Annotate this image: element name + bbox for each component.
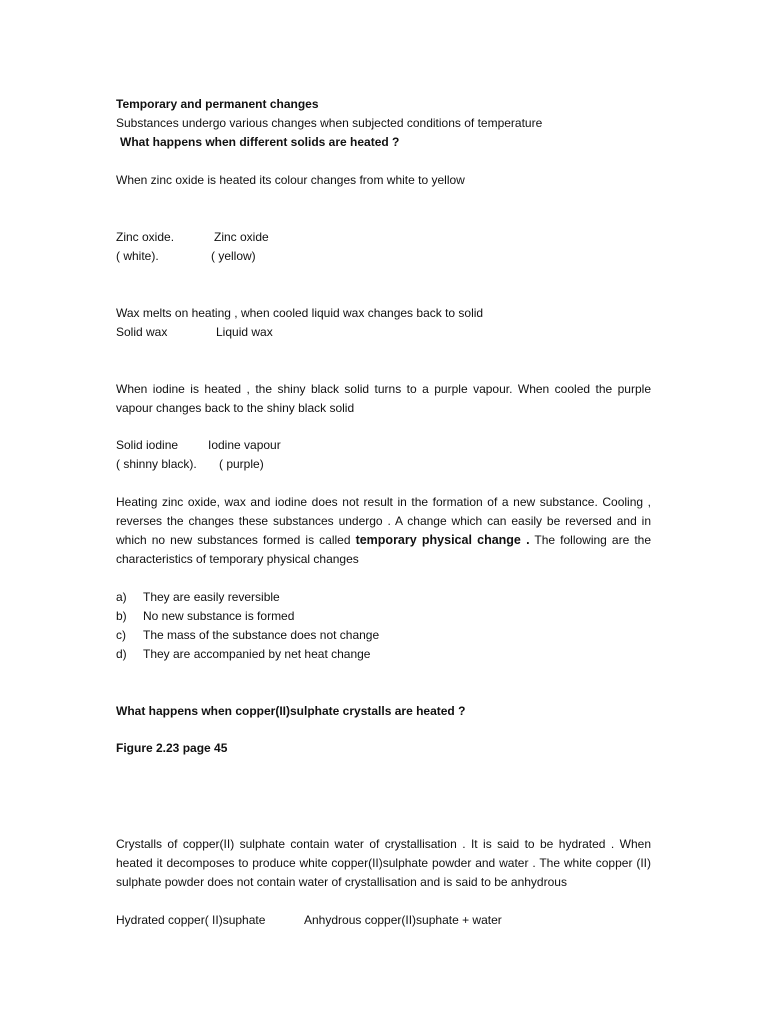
zinc-pair-row-2: [116, 247, 256, 266]
copper-paragraph: Crystalls of copper(II) sulphate contain water of crystallisation . It is said to be hydrated . When heated it decomposes to produce white copper(II)sulphate powder and water . The white copper (II) sulphate powder does not contain water of crystallisation and is said to be anhydrous: [116, 837, 651, 889]
list-item-text: They are accompanied by net heat change: [143, 647, 371, 661]
wax-left: Solid wax: [116, 325, 168, 339]
copper-right: Anhydrous copper(II)suphate + water: [304, 913, 502, 927]
list-marker: d): [116, 647, 127, 661]
list-marker: b): [116, 609, 127, 623]
section-heading: Temporary and permanent changes: [116, 97, 319, 111]
summary-part-1: Heating zinc oxide, wax and iodine does not result in the formation of a new substance. Cooling , reverses the changes these substances undergo . A change which can easily be reversed and in which no new substances formed is called: [116, 495, 651, 547]
list-item: [116, 588, 280, 607]
copper-pair-row: [116, 911, 502, 930]
temporary-physical-change-term: temporary physical change .: [355, 533, 530, 547]
question-copper-sulphate: What happens when copper(II)sulphate crystalls are heated ?: [116, 704, 466, 718]
iodine-pair-row-1: [116, 436, 281, 455]
iodine-right-1: Iodine vapour: [208, 438, 281, 452]
figure-reference: Figure 2.23 page 45: [116, 741, 228, 755]
list-marker: c): [116, 628, 126, 642]
iodine-pair-row-2: [116, 455, 264, 474]
wax-sentence: Wax melts on heating , when cooled liquid wax changes back to solid: [116, 306, 484, 320]
wax-pair-row: [116, 323, 273, 342]
list-item-text: They are easily reversible: [143, 590, 280, 604]
list-item-text: The mass of the substance does not change: [143, 628, 380, 642]
list-item: [116, 607, 294, 626]
zinc-right-1: Zinc oxide: [214, 230, 269, 244]
zinc-pair-row-1: [116, 228, 269, 247]
zinc-sentence: When zinc oxide is heated its colour changes from white to yellow: [116, 173, 465, 187]
list-marker: a): [116, 590, 127, 604]
list-item: [116, 626, 379, 645]
question-solids-heated: What happens when different solids are heated ?: [120, 135, 400, 149]
iodine-right-2: ( purple): [219, 457, 264, 471]
list-item-text: No new substance is formed: [143, 609, 295, 623]
zinc-right-2: ( yellow): [211, 249, 256, 263]
intro-text: Substances undergo various changes when subjected conditions of temperature: [116, 116, 543, 130]
list-item: [116, 645, 370, 664]
summary-paragraph: [116, 493, 651, 569]
iodine-paragraph: When iodine is heated , the shiny black solid turns to a purple vapour. When cooled the purple vapour changes back to the shiny black solid: [116, 382, 651, 415]
wax-right: Liquid wax: [216, 325, 273, 339]
zinc-left-1: Zinc oxide.: [116, 230, 175, 244]
iodine-left-1: Solid iodine: [116, 438, 179, 452]
iodine-left-2: ( shinny black).: [116, 457, 197, 471]
zinc-left-2: ( white).: [116, 249, 159, 263]
copper-left: Hydrated copper( II)suphate: [116, 913, 266, 927]
summary-part-2: The following are the characteristics of temporary physical changes: [116, 533, 652, 566]
